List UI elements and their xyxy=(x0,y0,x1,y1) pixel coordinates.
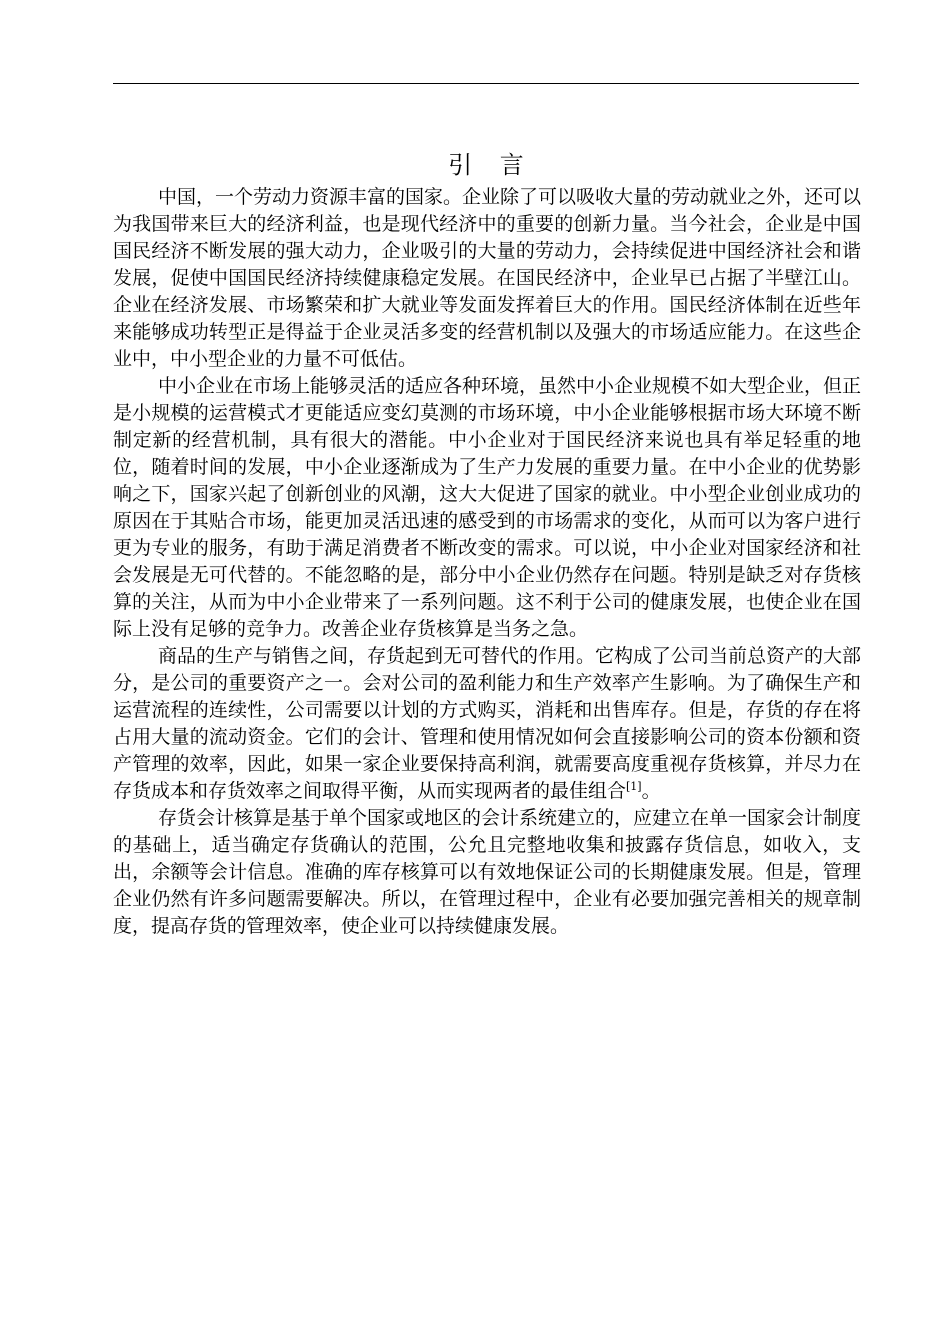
section-title: 引 言 xyxy=(448,151,534,179)
paragraph-4: 存货会计核算是基于单个国家或地区的会计系统建立的，应建立在单一国家会计制度的基础上，适当确定存货确认的范围，公允且完整地收集和披露存货信息，如收入，支出，余额等会计信息。准确的库存核算可以有效地保证公司的长期健康发展。但是，管理企业仍然有许多问题需要解决。所以，在管理过程中，企业有必要加强完善相关的规章制度，提高存货的管理效率，使企业可以持续健康发展。 xyxy=(113,807,862,937)
paragraph-3-text: 商品的生产与销售之间，存货起到无可替代的作用。它构成了公司当前总资产的大部分，是公司的重要资产之一。会对公司的盈利能力和生产效率产生影响。为了确保生产和运营流程的连续性，公司需要以计划的方式购买，消耗和出售库存。但是，存货的存在将占用大量的流动资金。它们的会计、管理和使用情况如何会直接影响公司的资本份额和资产管理的效率，因此，如果一家企业要保持高利润，就需要高度重视存货核算，并尽力在存货成本和存货效率之间取得平衡，从而实现两者的最佳组合 xyxy=(113,645,862,802)
header-rule xyxy=(113,83,859,84)
paragraph-1: 中国，一个劳动力资源丰富的国家。企业除了可以吸收大量的劳动就业之外，还可以为我国带来巨大的经济利益，也是现代经济中的重要的创新力量。当今社会，企业是中国国民经济不断发展的强大动力，企业吸引的大量的劳动力，会持续促进中国经济社会和谐发展，促使中国国民经济持续健康稳定发展。在国民经济中，企业早已占据了半壁江山。企业在经济发展、市场繁荣和扩大就业等发面发挥着巨大的作用。国民经济体制在近些年来能够成功转型正是得益于企业灵活多变的经营机制以及强大的市场适应能力。在这些企业中，中小型企业的力量不可低估。 xyxy=(113,186,862,370)
paragraph-3-tail: 。 xyxy=(641,780,661,802)
paragraph-3 xyxy=(113,643,861,805)
paragraph-2: 中小企业在市场上能够灵活的适应各种环境，虽然中小企业规模不如大型企业，但正是小规模的运营模式才更能适应变幻莫测的市场环境，中小企业能够根据市场大环境不断制定新的经营机制，具有很大的潜能。中小企业对于国民经济来说也具有举足轻重的地位，随着时间的发展，中小企业逐渐成为了生产力发展的重要力量。在中小企业的优势影响之下，国家兴起了创新创业的风潮，这大大促进了国家的就业。中小型企业创业成功的原因在于其贴合市场，能更加灵活迅速的感受到的市场需求的变化，从而可以为客户进行更为专业的服务，有助于满足消费者不断改变的需求。可以说，中小企业对国家经济和社会发展是无可代替的。不能忽略的是，部分中小企业仍然存在问题。特别是缺乏对存货核算的关注，从而为中小企业带来了一系列问题。这不利于公司的健康发展，也使企业在国际上没有足够的竞争力。改善企业存货核算是当务之急。 xyxy=(113,375,862,640)
body-text xyxy=(113,184,861,940)
citation-reference: [1] xyxy=(626,780,642,793)
